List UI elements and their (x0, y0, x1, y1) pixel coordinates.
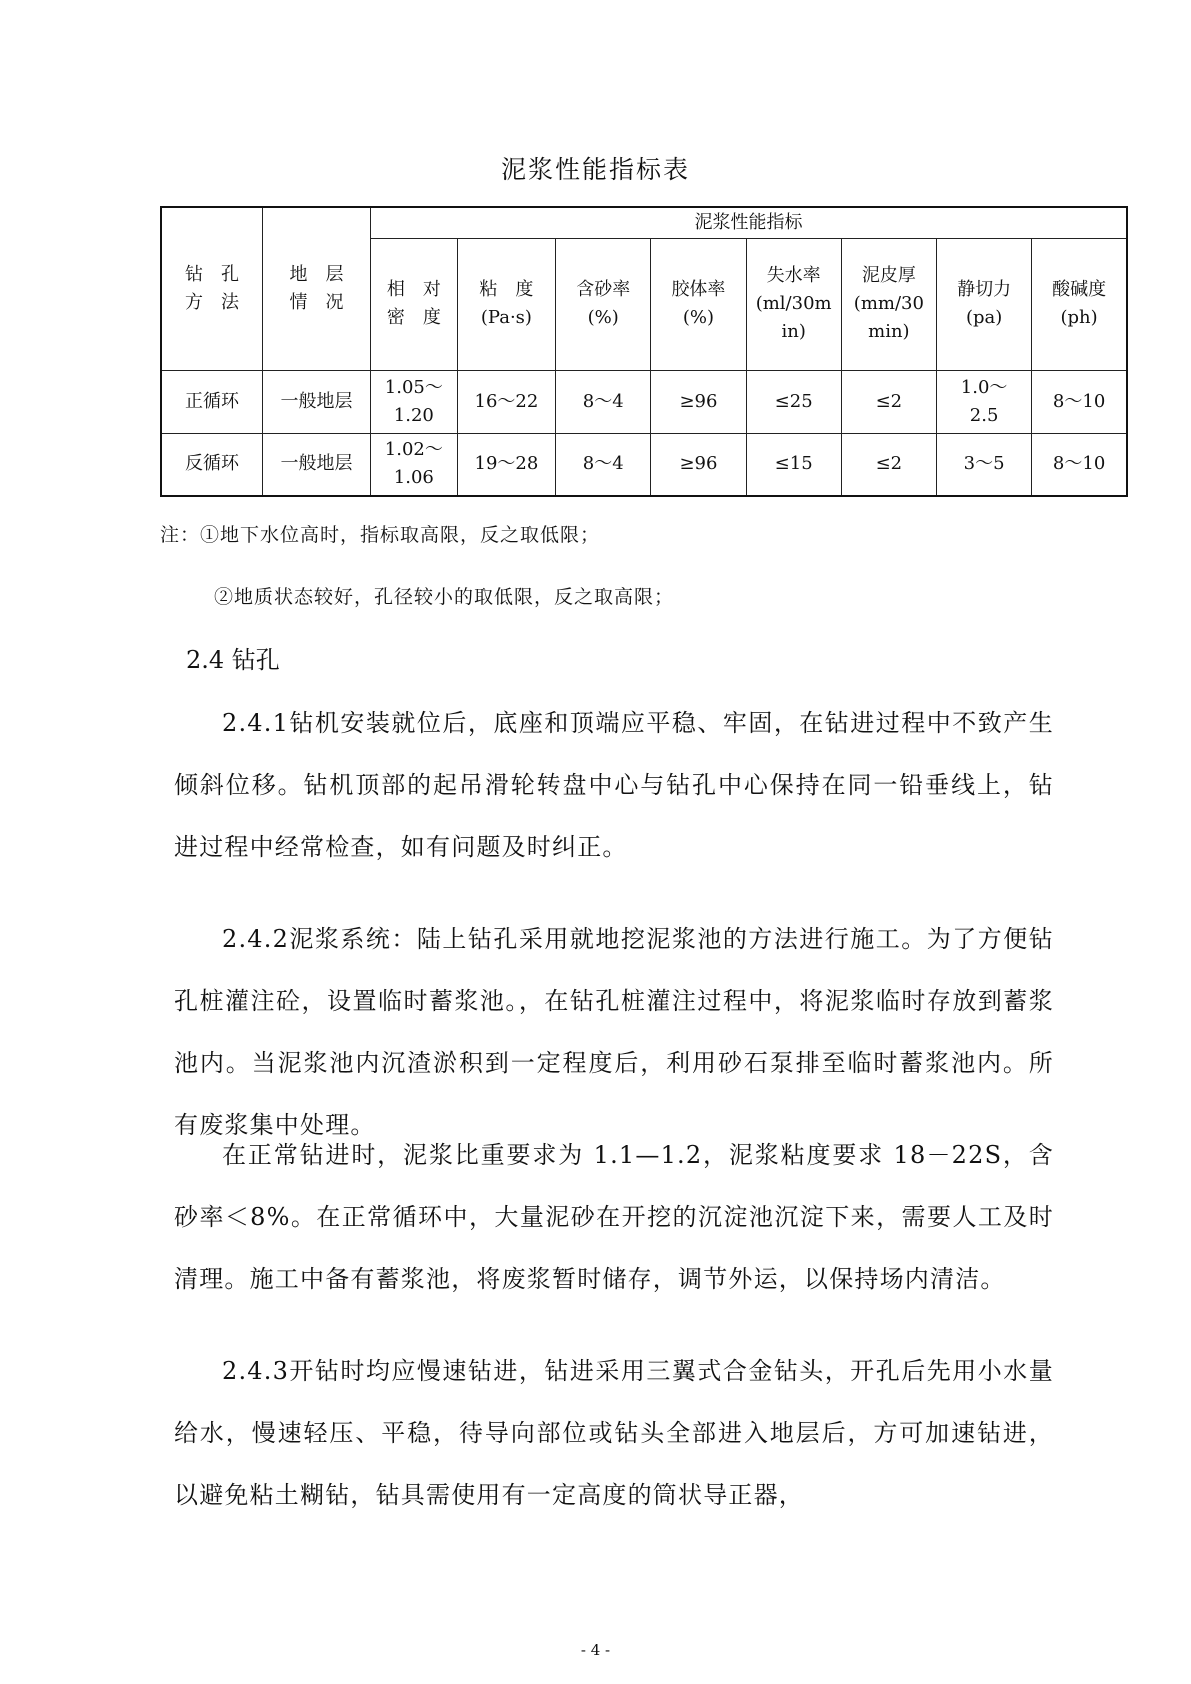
cell-viscosity: 16～22 (457, 370, 555, 433)
cell-colloid: ≥96 (651, 370, 746, 433)
mud-performance-table (160, 206, 1128, 497)
header-stratum: 地 层 情 况 (263, 207, 371, 370)
cell-density: 1.05～ 1.20 (370, 370, 457, 433)
cell-density: 1.02～ 1.06 (370, 433, 457, 496)
header-viscosity: 粘 度 (Pa·s) (457, 238, 555, 370)
page-number: - 4 - (580, 1641, 611, 1659)
table-note-2: ②地质状态较好，孔径较小的取低限，反之取高限； (214, 586, 675, 608)
table-row (161, 370, 1127, 433)
table-title: 泥浆性能指标表 (500, 155, 690, 184)
cell-ph: 8～10 (1032, 433, 1127, 496)
header-mud-cake: 泥皮厚 (mm/30 min) (841, 238, 936, 370)
header-mud-indicators: 泥浆性能指标 (370, 207, 1127, 238)
cell-sand: 8～4 (556, 433, 651, 496)
cell-stratum: 一般地层 (263, 370, 371, 433)
header-water-loss: 失水率 (ml/30m in) (746, 238, 841, 370)
cell-sand: 8～4 (556, 370, 651, 433)
cell-cake: ≤2 (841, 433, 936, 496)
cell-shear: 3～5 (936, 433, 1031, 496)
header-drilling-method: 钻 孔 方 法 (161, 207, 263, 370)
cell-cake: ≤2 (841, 370, 936, 433)
cell-colloid: ≥96 (651, 433, 746, 496)
section-heading: 2.4 钻孔 (186, 646, 280, 674)
cell-viscosity: 19～28 (457, 433, 555, 496)
header-colloid-rate: 胶体率 (%) (651, 238, 746, 370)
cell-water-loss: ≤25 (746, 370, 841, 433)
cell-stratum: 一般地层 (263, 433, 371, 496)
header-static-shear: 静切力 (pa) (936, 238, 1031, 370)
paragraph-2-4-3: 2.4.3开钻时均应慢速钻进，钻进采用三翼式合金钻头，开孔后先用小水量给水，慢速轻压、平稳，待导向部位或钻头全部进入地层后，方可加速钻进，以避免粘土糊钻，钻具需使用有一定高度的筒状导正器， (174, 1357, 1054, 1509)
table-note-1: 注：①地下水位高时，指标取高限，反之取低限； (160, 524, 601, 546)
table-header-row-1 (161, 207, 1127, 238)
cell-shear: 1.0～ 2.5 (936, 370, 1031, 433)
cell-method: 正循环 (161, 370, 263, 433)
paragraph-2-4-2: 2.4.2泥浆系统：陆上钻孔采用就地挖泥浆池的方法进行施工。为了方便钻孔桩灌注砼，设置临时蓄浆池。，在钻孔桩灌注过程中，将泥浆临时存放到蓄浆池内。当泥浆池内沉渣淤积到一定程度后，利用砂石泵排至临时蓄浆池内。所有废浆集中处理。 (174, 925, 1054, 1139)
header-sand-content: 含砂率 (%) (556, 238, 651, 370)
cell-water-loss: ≤15 (746, 433, 841, 496)
paragraph-2-4-1: 2.4.1钻机安装就位后，底座和顶端应平稳、牢固，在钻进过程中不致产生倾斜位移。钻机顶部的起吊滑轮转盘中心与钻孔中心保持在同一铅垂线上，钻进过程中经常检查，如有问题及时纠正。 (174, 709, 1054, 861)
paragraph-mud-requirements: 在正常钻进时，泥浆比重要求为 1.1—1.2，泥浆粘度要求 18－22S，含砂率＜8%。在正常循环中，大量泥砂在开挖的沉淀池沉淀下来，需要人工及时清理。施工中备有蓄浆池，将废浆暂时储存，调节外运，以保持场内清洁。 (174, 1141, 1054, 1293)
cell-method: 反循环 (161, 433, 263, 496)
table-row (161, 433, 1127, 496)
cell-ph: 8～10 (1032, 370, 1127, 433)
header-relative-density: 相 对 密 度 (370, 238, 457, 370)
header-ph: 酸碱度 (ph) (1032, 238, 1127, 370)
